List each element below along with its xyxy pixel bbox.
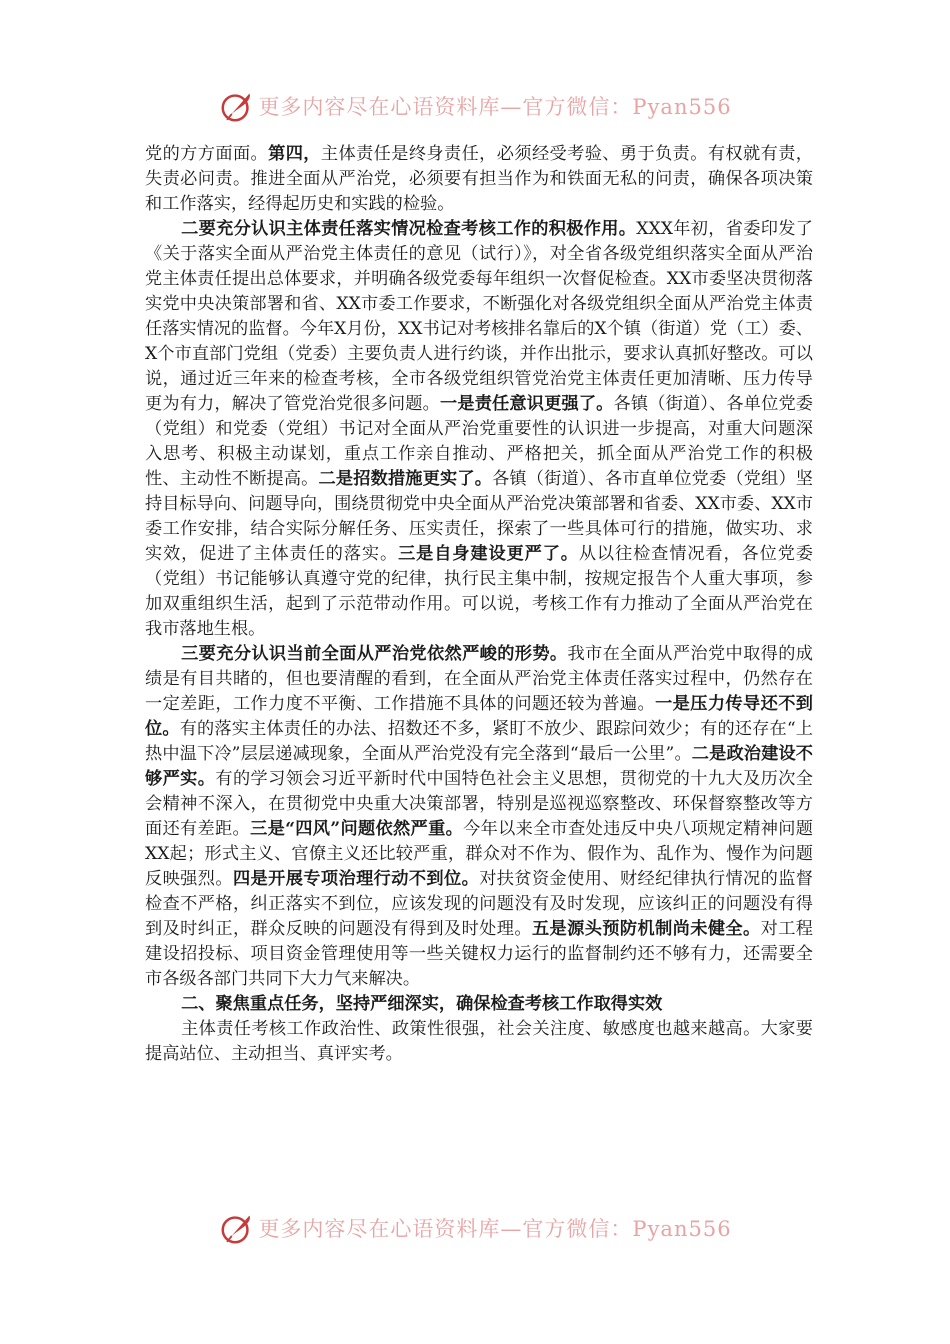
- text-run: XXX年初，省委印发了《关于落实全面从严治党主体责任的意见（试行）》，对全省各级党组织落实全面从严治党主体责任提出总体要求，并明确各级党委每年组织一次督促检查。XX市委坚决贯彻落实党中央决策部署和省、XX市委工作要求，不断强化对各级党组织全面从严治党主体责任落实情况的监督。今年X月份，XX书记对考核排名靠后的X个镇（街道）党（工）委、X个市直部门党组（党委）主要负责人进行约谈，并作出批示，要求认真抓好整改。可以说，通过近三年来的检查考核，全市各级党组织管党治党主体责任更加清晰、压力传导更为有力，解决了管党治党很多问题。: [145, 219, 813, 414]
- footer-banner-text: 更多内容尽在心语资料库—官方微信：Pyan556: [258, 1217, 732, 1241]
- header-banner-text: 更多内容尽在心语资料库—官方微信：Pyan556: [258, 95, 732, 119]
- header-banner: [0, 86, 950, 126]
- bold-run: 二要充分认识主体责任落实情况检查考核工作的积极作用。: [181, 219, 637, 239]
- bold-run: 二是政治建设不够严实。: [145, 744, 813, 789]
- footer-banner: [0, 1208, 950, 1248]
- document-body: [145, 142, 813, 1067]
- text-run: 主体责任是终身责任，必须经受考验、勇于负责。有权就有责，失责必问责。推进全面从严治党，必须要有担当作为和铁面无私的问责，确保各项决策和工作落实，经得起历史和实践的检验。: [145, 144, 813, 214]
- bold-run: 二、聚焦重点任务，坚持严细深实，确保检查考核工作取得实效: [181, 994, 663, 1014]
- text-run: 有的落实主体责任的办法、招数还不多，紧盯不放少、跟踪问效少；有的还存在“上热中温下冷”层层递减现象，全面从严治党没有完全落到“最后一公里”。: [145, 719, 813, 764]
- bold-run: 三是“四风”问题依然严重。: [250, 819, 464, 839]
- bold-run: 五是源头预防机制尚未健全。: [531, 919, 761, 939]
- paragraph-p5: [145, 1017, 813, 1067]
- paragraph-p4: [145, 992, 813, 1017]
- paragraph-p1: [145, 142, 813, 217]
- text-run: 各镇（街道）、各单位党委（党组）和党委（党组）书记对全面从严治党重要性的认识进一步提高，对重大问题深入思考、积极主动谋划，重点工作亲自推动、严格把关，抓全面从严治党工作的积极性、主动性不断提高。: [145, 394, 813, 489]
- text-run: 对工程建设招投标、项目资金管理使用等一些关键权力运行的监督制约还不够有力，还需要全市各级各部门共同下大力气来解决。: [145, 919, 813, 989]
- text-run: 我市在全面从严治党中取得的成绩是有目共睹的，但也要清醒的看到，在全面从严治党主体责任落实过程中，仍然存在一定差距，工作力度不平衡、工作措施不具体的问题还较为普遍。: [145, 644, 813, 714]
- bold-run: 一是责任意识更强了。: [440, 394, 614, 414]
- text-run: 有的学习领会习近平新时代中国特色社会主义思想，贯彻党的十九大及历次全会精神不深入，在贯彻党中央重大决策部署，特别是巡视巡察整改、环保督察整改等方面还有差距。: [145, 769, 813, 839]
- text-run: 各镇（街道）、各市直单位党委（党组）坚持目标导向、问题导向，围绕贯彻党中央全面从严治党决策部署和省委、XX市委、XX市委工作安排，结合实际分解任务、压实责任，探索了一些具体可行的措施，做实功、求实效，促进了主体责任的落实。: [145, 469, 813, 564]
- bold-run: 三是自身建设更严了。: [398, 544, 579, 564]
- bold-run: 三要充分认识当前全面从严治党依然严峻的形势。: [181, 644, 568, 664]
- feather-logo-icon: [218, 87, 256, 125]
- paragraph-p2: [145, 217, 813, 642]
- text-run: 今年以来全市查处违反中央八项规定精神问题XX起；形式主义、官僚主义还比较严重，群众对不作为、假作为、乱作为、慢作为问题反映强烈。: [145, 819, 813, 889]
- text-run: 对扶贫资金使用、财经纪律执行情况的监督检查不严格，纠正落实不到位，应该发现的问题没有及时发现，应该纠正的问题没有得到及时纠正，群众反映的问题没有得到及时处理。: [145, 869, 813, 939]
- bold-run: 一是压力传导还不到位。: [145, 694, 813, 739]
- paragraph-p3: [145, 642, 813, 992]
- text-run: 从以往检查情况看，各位党委（党组）书记能够认真遵守党的纪律，执行民主集中制，按规定报告个人重大事项，参加双重组织生活，起到了示范带动作用。可以说，考核工作有力推动了全面从严治党在我市落地生根。: [145, 544, 813, 639]
- bold-run: 二是招数措施更实了。: [318, 469, 493, 489]
- text-run: 主体责任考核工作政治性、政策性很强，社会关注度、敏感度也越来越高。大家要提高站位、主动担当、真评实考。: [145, 1019, 813, 1064]
- bold-run: 四是开展专项治理行动不到位。: [232, 869, 480, 889]
- text-run: 党的方方面面。: [145, 144, 269, 164]
- bold-run: 第四，: [268, 144, 321, 164]
- feather-logo-icon: [218, 1209, 256, 1247]
